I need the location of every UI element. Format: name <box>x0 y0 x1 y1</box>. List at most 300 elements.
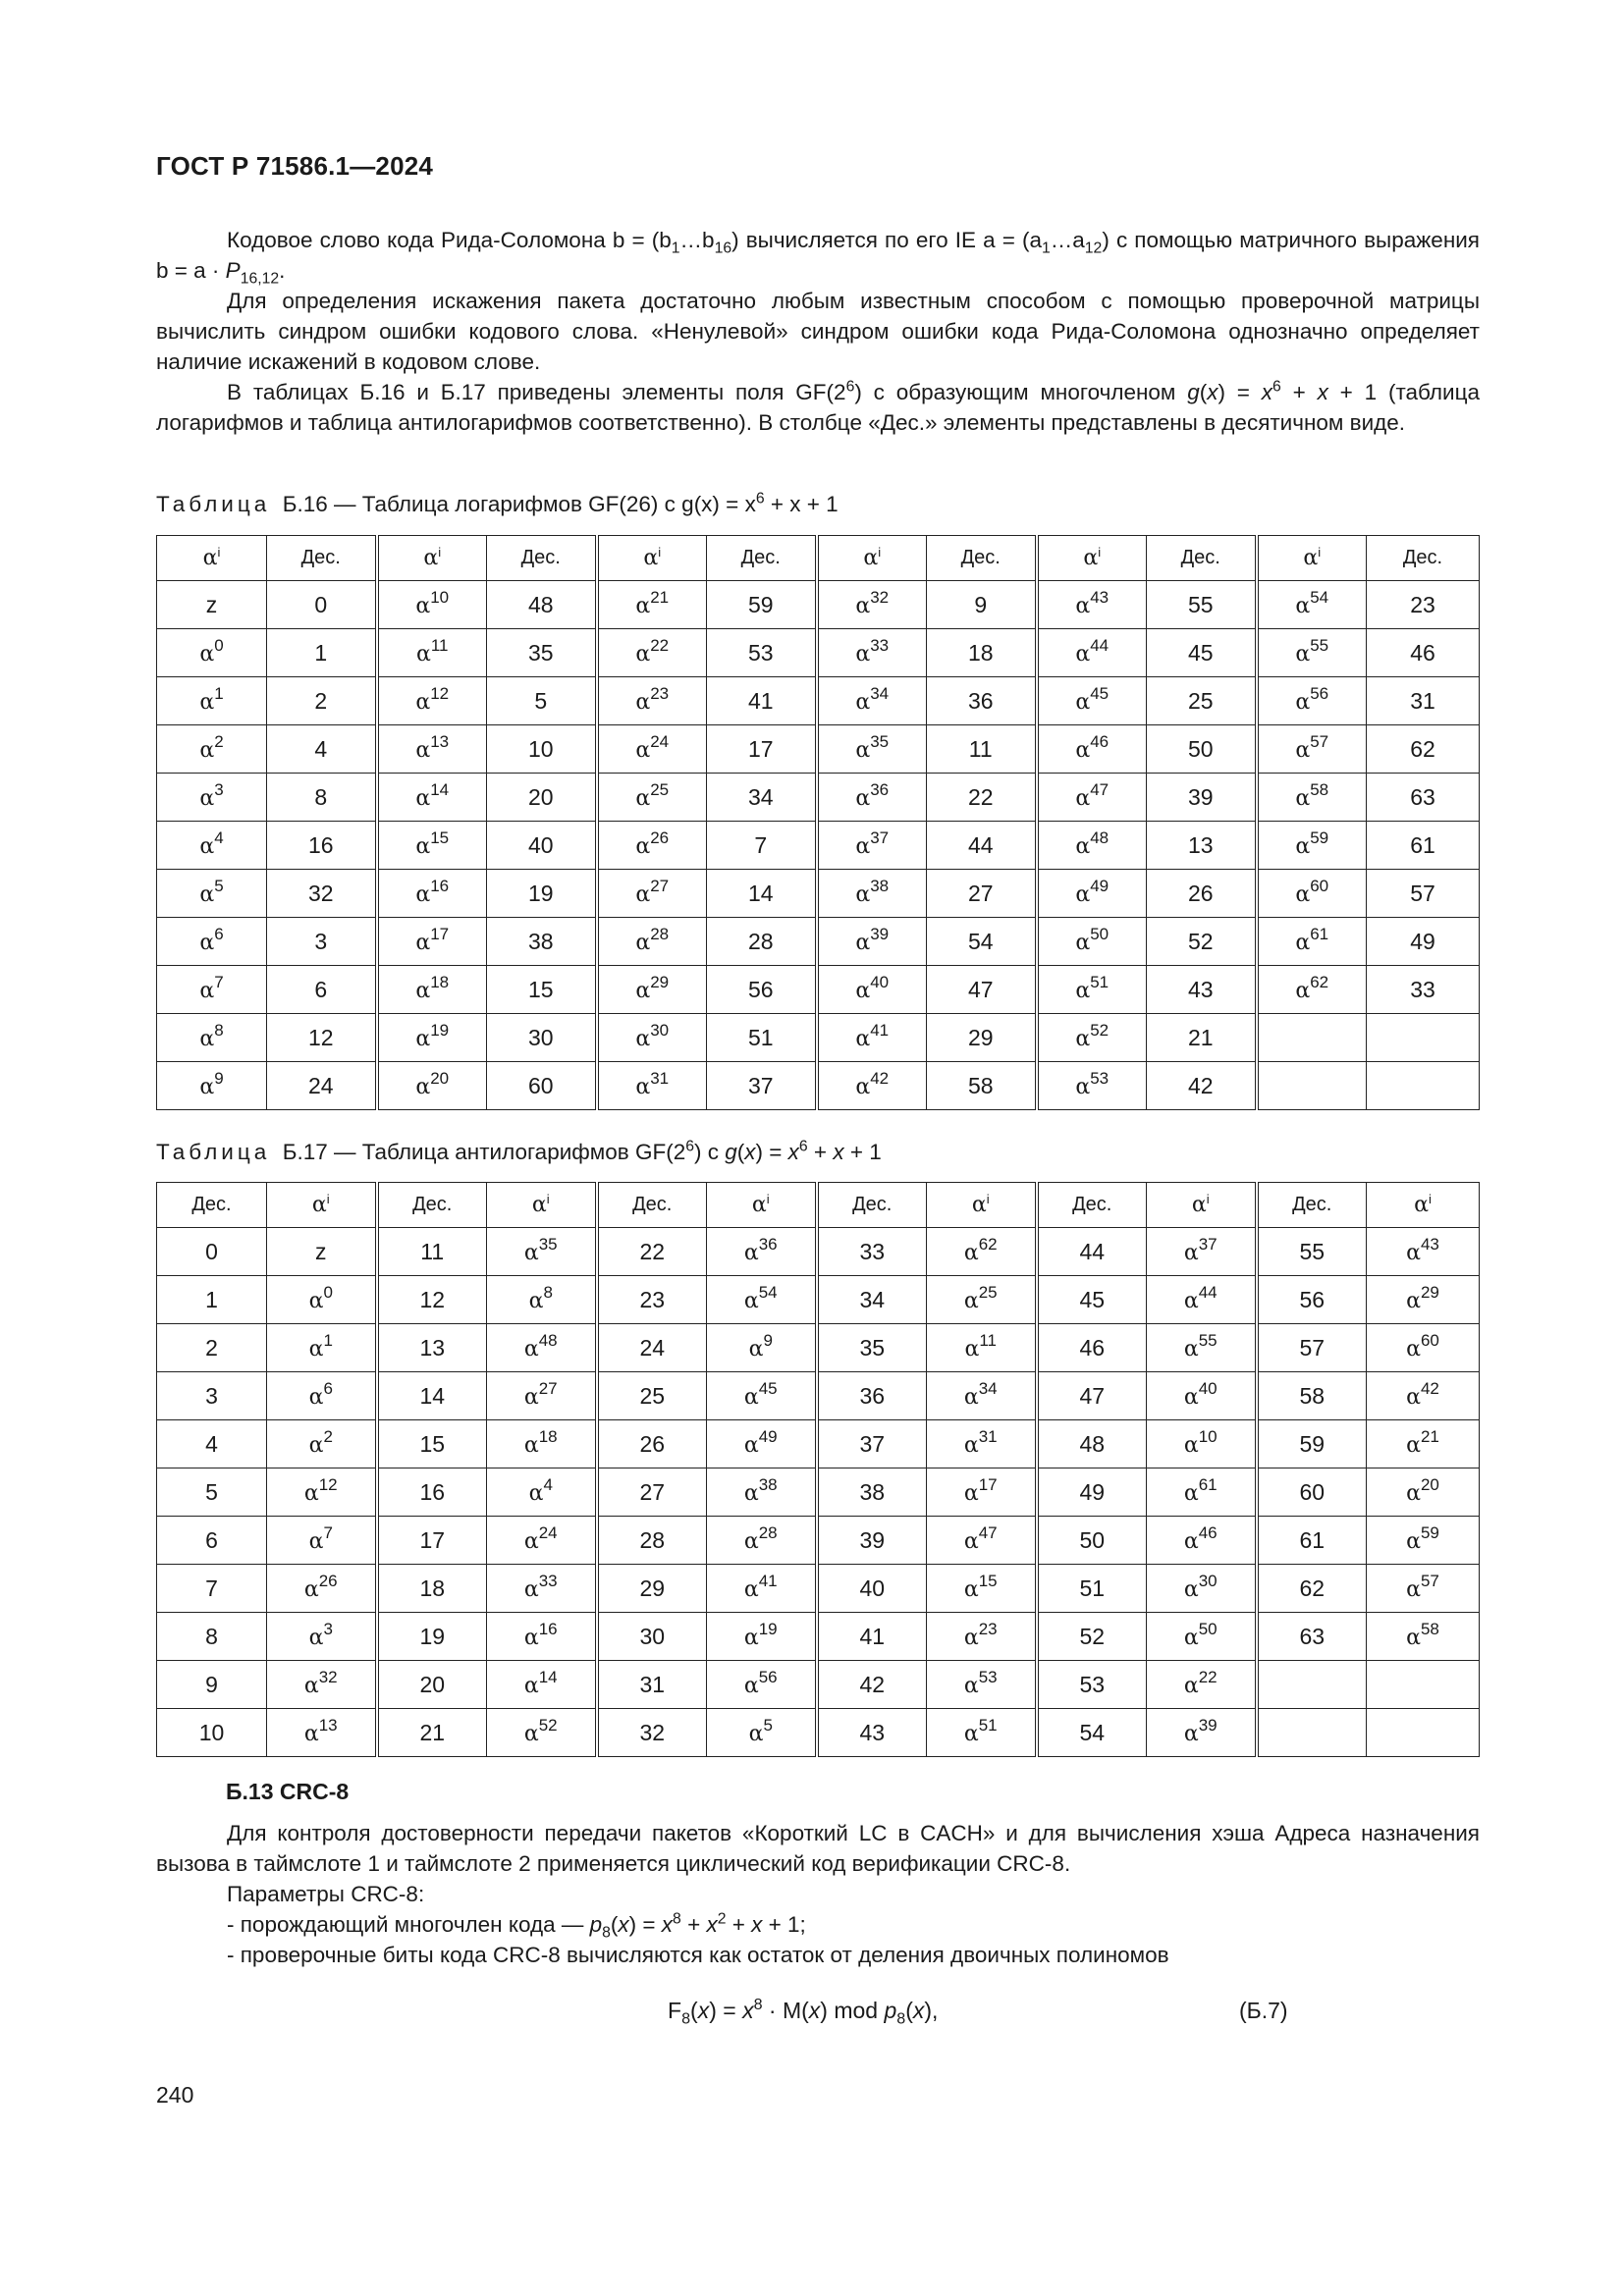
decimal-cell: 25 <box>597 1372 707 1420</box>
decimal-cell: 12 <box>377 1276 487 1324</box>
header-alpha <box>1147 1183 1257 1228</box>
alpha-cell <box>487 1661 597 1709</box>
alpha-cell <box>1257 918 1367 966</box>
header-alpha <box>1367 1183 1480 1228</box>
decimal-cell: 39 <box>817 1517 927 1565</box>
table-row <box>157 629 1480 677</box>
alpha-cell <box>377 966 487 1014</box>
decimal-cell: 33 <box>1367 966 1480 1014</box>
alpha-cell <box>597 581 707 629</box>
alpha-power: $\alpha^{41}$ <box>855 1020 890 1051</box>
header-dec: Дес. <box>817 1183 927 1228</box>
alpha-symbol: $\alpha^i$ <box>863 545 882 570</box>
alpha-cell <box>1147 1613 1257 1661</box>
alpha-cell <box>1257 1062 1367 1110</box>
alpha-power: $\alpha^{13}$ <box>303 1715 338 1746</box>
alpha-power: $\alpha^{20}$ <box>1406 1474 1439 1506</box>
decimal-cell: 48 <box>1037 1420 1147 1468</box>
decimal-cell: 22 <box>597 1228 707 1276</box>
alpha-power: $\alpha^0$ <box>308 1282 333 1313</box>
decimal-cell: 34 <box>817 1276 927 1324</box>
alpha-cell <box>487 1372 597 1420</box>
alpha-cell <box>377 822 487 870</box>
decimal-cell: 13 <box>1147 822 1257 870</box>
decimal-cell: 42 <box>1147 1062 1257 1110</box>
decimal-cell: 37 <box>817 1420 927 1468</box>
decimal-cell: 45 <box>1147 629 1257 677</box>
alpha-cell <box>1037 774 1147 822</box>
decimal-cell: 50 <box>1147 725 1257 774</box>
alpha-cell <box>707 1517 817 1565</box>
alpha-power: $\alpha^0$ <box>199 635 224 667</box>
alpha-cell <box>1257 822 1367 870</box>
decimal-cell: 1 <box>157 1276 267 1324</box>
alpha-power: $\alpha^2$ <box>308 1426 333 1458</box>
alpha-power: $\alpha^5$ <box>199 876 224 907</box>
decimal-cell: 53 <box>1037 1661 1147 1709</box>
alpha-power: $\alpha^{14}$ <box>415 779 450 811</box>
alpha-cell <box>157 870 267 918</box>
alpha-cell <box>597 918 707 966</box>
header-dec: Дес. <box>1147 536 1257 581</box>
alpha-cell <box>1367 1565 1480 1613</box>
alpha-cell <box>157 918 267 966</box>
decimal-cell: 14 <box>707 870 817 918</box>
alpha-power: $\alpha^{46}$ <box>1075 731 1110 763</box>
alpha-cell <box>1367 1276 1480 1324</box>
alpha-cell <box>927 1613 1037 1661</box>
decimal-cell: 28 <box>597 1517 707 1565</box>
decimal-cell: 16 <box>267 822 377 870</box>
alpha-cell <box>1147 1709 1257 1757</box>
alpha-power: $\alpha^3$ <box>199 779 224 811</box>
alpha-power: $\alpha^{55}$ <box>1183 1330 1218 1362</box>
alpha-cell <box>1147 1228 1257 1276</box>
alpha-cell <box>377 918 487 966</box>
alpha-cell <box>1037 1014 1147 1062</box>
alpha-cell <box>1257 725 1367 774</box>
alpha-power: $\alpha^{44}$ <box>1075 635 1110 667</box>
alpha-power: $\alpha^{10}$ <box>1183 1426 1218 1458</box>
alpha-cell <box>267 1613 377 1661</box>
decimal-cell: 36 <box>927 677 1037 725</box>
decimal-cell: 5 <box>157 1468 267 1517</box>
alpha-power: $\alpha^{33}$ <box>523 1571 558 1602</box>
alpha-cell <box>1257 677 1367 725</box>
alpha-cell <box>267 1372 377 1420</box>
intro-text <box>156 225 1480 438</box>
alpha-cell <box>1037 918 1147 966</box>
alpha-power: $\alpha^{18}$ <box>415 972 450 1003</box>
alpha-cell <box>817 822 927 870</box>
decimal-cell: 18 <box>377 1565 487 1613</box>
alpha-cell <box>377 774 487 822</box>
decimal-cell: 30 <box>597 1613 707 1661</box>
table-header-row <box>157 1183 1480 1228</box>
decimal-cell: 4 <box>157 1420 267 1468</box>
decimal-cell: 27 <box>597 1468 707 1517</box>
alpha-cell <box>817 918 927 966</box>
alpha-symbol: $\alpha^i$ <box>1191 1192 1210 1217</box>
alpha-cell <box>377 1014 487 1062</box>
alpha-cell <box>157 1014 267 1062</box>
decimal-cell: 11 <box>377 1228 487 1276</box>
alpha-power: $\alpha^{19}$ <box>415 1020 450 1051</box>
alpha-power: $\alpha^{12}$ <box>303 1474 338 1506</box>
alpha-power: $\alpha^{42}$ <box>1406 1378 1439 1410</box>
alpha-power: $\alpha^3$ <box>308 1619 333 1650</box>
decimal-cell: 51 <box>707 1014 817 1062</box>
alpha-cell <box>597 870 707 918</box>
alpha-cell <box>927 1565 1037 1613</box>
list-item-check-bits: - проверочные биты кода CRC-8 вычисляются как остаток от деления двоичных полиномов <box>227 1943 1169 1967</box>
alpha-cell <box>487 1613 597 1661</box>
decimal-cell: 42 <box>817 1661 927 1709</box>
alpha-power: $\alpha^{24}$ <box>523 1522 558 1554</box>
alpha-cell <box>1367 1372 1480 1420</box>
alpha-power: $\alpha^{44}$ <box>1183 1282 1218 1313</box>
alpha-cell <box>157 1062 267 1110</box>
decimal-cell: 19 <box>487 870 597 918</box>
decimal-cell: 57 <box>1367 870 1480 918</box>
alpha-power: $\alpha^{15}$ <box>963 1571 998 1602</box>
alpha-power: $\alpha^{51}$ <box>963 1715 998 1746</box>
alpha-cell <box>1257 870 1367 918</box>
alpha-power: $\alpha^{26}$ <box>303 1571 338 1602</box>
decimal-cell: 33 <box>817 1228 927 1276</box>
alpha-cell <box>1037 822 1147 870</box>
decimal-cell: 32 <box>267 870 377 918</box>
alpha-power: $\alpha^{54}$ <box>743 1282 778 1313</box>
decimal-cell: 0 <box>267 581 377 629</box>
alpha-cell <box>267 1565 377 1613</box>
alpha-cell <box>597 1014 707 1062</box>
alpha-power: $\alpha^{48}$ <box>1075 828 1110 859</box>
alpha-cell <box>927 1228 1037 1276</box>
alpha-power: $\alpha^{27}$ <box>635 876 670 907</box>
header-dec: Дес. <box>267 536 377 581</box>
alpha-cell <box>817 870 927 918</box>
decimal-cell: 44 <box>1037 1228 1147 1276</box>
decimal-cell: 8 <box>267 774 377 822</box>
alpha-cell <box>707 1661 817 1709</box>
equation-b7: $F_8(x) = x^8 \cdot M(x)$ mod $p_8(x)$, <box>668 1996 939 2028</box>
alpha-power: $\alpha^{43}$ <box>1406 1234 1439 1265</box>
decimal-cell: 52 <box>1037 1613 1147 1661</box>
decimal-cell: 15 <box>487 966 597 1014</box>
paragraph-crc8-params: Параметры CRC-8: <box>227 1882 425 1906</box>
alpha-power: $\alpha^{59}$ <box>1406 1522 1439 1554</box>
decimal-cell: 22 <box>927 774 1037 822</box>
alpha-cell <box>927 1420 1037 1468</box>
alpha-symbol: $\alpha^i$ <box>1414 1192 1432 1217</box>
alpha-power: $\alpha^{53}$ <box>1075 1068 1110 1099</box>
decimal-cell: 26 <box>1147 870 1257 918</box>
table-row <box>157 870 1480 918</box>
alpha-power: $\alpha^{22}$ <box>1183 1667 1218 1698</box>
decimal-cell: 23 <box>597 1276 707 1324</box>
decimal-cell: 48 <box>487 581 597 629</box>
alpha-cell <box>267 1517 377 1565</box>
paragraph-crc8-purpose: Для контроля достоверности передачи пакетов «Короткий LC в CACH» и для вычисления хэша Адреса назначения вызова в таймслоте 1 и таймслоте 2 применяется циклический код верификации CRC-8. <box>156 1821 1480 1876</box>
alpha-power: $\alpha^{22}$ <box>635 635 670 667</box>
alpha-symbol: $\alpha^i$ <box>531 1192 550 1217</box>
decimal-cell: 49 <box>1367 918 1480 966</box>
decimal-cell: 24 <box>267 1062 377 1110</box>
table-b17-antilogarithms <box>156 1182 1480 1757</box>
alpha-cell <box>157 677 267 725</box>
alpha-power: $\alpha^{58}$ <box>1406 1619 1439 1650</box>
alpha-power: $\alpha^{46}$ <box>1183 1522 1218 1554</box>
table-header-row <box>157 536 1480 581</box>
alpha-cell <box>377 725 487 774</box>
table-row <box>157 677 1480 725</box>
decimal-cell <box>1367 1062 1480 1110</box>
alpha-power: $\alpha^{21}$ <box>635 587 670 618</box>
alpha-cell <box>927 1468 1037 1517</box>
alpha-power: $\alpha^{57}$ <box>1295 731 1329 763</box>
alpha-power: $\alpha^{41}$ <box>743 1571 778 1602</box>
table-row <box>157 918 1480 966</box>
table-row <box>157 822 1480 870</box>
alpha-cell <box>597 822 707 870</box>
alpha-power: $\alpha^{24}$ <box>635 731 670 763</box>
alpha-power: $\alpha^{48}$ <box>523 1330 558 1362</box>
alpha-power: $\alpha^{25}$ <box>963 1282 998 1313</box>
decimal-cell: 45 <box>1037 1276 1147 1324</box>
alpha-power: $\alpha^{56}$ <box>743 1667 778 1698</box>
header-dec: Дес. <box>1367 536 1480 581</box>
alpha-cell <box>1257 581 1367 629</box>
table-b16-logarithms <box>156 535 1480 1110</box>
decimal-cell: 44 <box>927 822 1037 870</box>
decimal-cell <box>1257 1709 1367 1757</box>
decimal-cell: 35 <box>817 1324 927 1372</box>
document-code-header: ГОСТ Р 71586.1—2024 <box>156 151 434 181</box>
decimal-cell: 9 <box>927 581 1037 629</box>
alpha-cell <box>1367 1661 1480 1709</box>
alpha-power: $\alpha^9$ <box>748 1330 773 1362</box>
alpha-cell <box>707 1613 817 1661</box>
table-row <box>157 1324 1480 1372</box>
decimal-cell: 54 <box>927 918 1037 966</box>
alpha-symbol: $\alpha^i$ <box>1303 545 1322 570</box>
decimal-cell: 16 <box>377 1468 487 1517</box>
alpha-power: $\alpha^{30}$ <box>635 1020 670 1051</box>
decimal-cell: 20 <box>487 774 597 822</box>
alpha-cell <box>707 1228 817 1276</box>
decimal-cell: 55 <box>1257 1228 1367 1276</box>
alpha-cell <box>927 1709 1037 1757</box>
alpha-power: $\alpha^{31}$ <box>635 1068 670 1099</box>
table-row <box>157 1372 1480 1420</box>
decimal-cell <box>1367 1014 1480 1062</box>
decimal-cell: 12 <box>267 1014 377 1062</box>
alpha-cell <box>1037 677 1147 725</box>
alpha-cell <box>817 677 927 725</box>
decimal-cell: 49 <box>1037 1468 1147 1517</box>
alpha-cell <box>487 1709 597 1757</box>
alpha-power: $\alpha^{26}$ <box>635 828 670 859</box>
alpha-power: $\alpha^{38}$ <box>743 1474 778 1506</box>
table-row <box>157 581 1480 629</box>
decimal-cell: 5 <box>487 677 597 725</box>
alpha-cell <box>267 1468 377 1517</box>
alpha-cell <box>1367 1420 1480 1468</box>
alpha-power: $\alpha^{35}$ <box>523 1234 558 1265</box>
header-alpha <box>487 1183 597 1228</box>
decimal-cell: 38 <box>817 1468 927 1517</box>
decimal-cell: 11 <box>927 725 1037 774</box>
alpha-power: $\alpha^1$ <box>199 683 224 715</box>
alpha-cell <box>487 1228 597 1276</box>
alpha-cell <box>267 1324 377 1372</box>
table-row <box>157 966 1480 1014</box>
alpha-cell <box>597 725 707 774</box>
decimal-cell: 58 <box>927 1062 1037 1110</box>
decimal-cell: 43 <box>1147 966 1257 1014</box>
decimal-cell: 40 <box>487 822 597 870</box>
alpha-power: $\alpha^{15}$ <box>415 828 450 859</box>
alpha-cell <box>487 1468 597 1517</box>
decimal-cell: 60 <box>1257 1468 1367 1517</box>
alpha-power: $\alpha^{33}$ <box>855 635 890 667</box>
decimal-cell: 1 <box>267 629 377 677</box>
table-b17-caption: Таблица Б.17 — Таблица антилогарифмов $GF(2^6)$ с $g(x) = x^6 + x + 1$ <box>156 1138 882 1164</box>
decimal-cell: 31 <box>1367 677 1480 725</box>
alpha-cell <box>927 1517 1037 1565</box>
decimal-cell: 8 <box>157 1613 267 1661</box>
alpha-power: $\alpha^{61}$ <box>1183 1474 1218 1506</box>
alpha-symbol: $\alpha^i$ <box>311 1192 330 1217</box>
decimal-cell: 56 <box>1257 1276 1367 1324</box>
alpha-power: $\alpha^{53}$ <box>963 1667 998 1698</box>
alpha-power: $\alpha^{29}$ <box>1406 1282 1439 1313</box>
zero-element: z <box>205 591 218 617</box>
alpha-power: $\alpha^{12}$ <box>415 683 450 715</box>
alpha-power: $\alpha^{28}$ <box>635 924 670 955</box>
header-dec: Дес. <box>597 1183 707 1228</box>
alpha-power: $\alpha^{39}$ <box>1183 1715 1218 1746</box>
alpha-power: $\alpha^{32}$ <box>303 1667 338 1698</box>
table-row <box>157 1709 1480 1757</box>
alpha-cell <box>927 1324 1037 1372</box>
alpha-power: $\alpha^{57}$ <box>1406 1571 1439 1602</box>
alpha-power: $\alpha^{14}$ <box>523 1667 558 1698</box>
decimal-cell: 40 <box>817 1565 927 1613</box>
alpha-cell <box>1257 774 1367 822</box>
alpha-power: $\alpha^{19}$ <box>743 1619 778 1650</box>
alpha-power: $\alpha^{60}$ <box>1295 876 1329 907</box>
alpha-cell <box>157 629 267 677</box>
alpha-power: $\alpha^{54}$ <box>1295 587 1329 618</box>
decimal-cell: 28 <box>707 918 817 966</box>
alpha-symbol: $\alpha^i$ <box>643 545 662 570</box>
alpha-power: $\alpha^{23}$ <box>963 1619 998 1650</box>
decimal-cell: 6 <box>267 966 377 1014</box>
alpha-symbol: $\alpha^i$ <box>751 1192 770 1217</box>
table-row <box>157 1228 1480 1276</box>
alpha-power: $\alpha^5$ <box>748 1715 773 1746</box>
alpha-power: $\alpha^4$ <box>528 1474 553 1506</box>
alpha-cell <box>157 581 267 629</box>
alpha-power: $\alpha^{56}$ <box>1295 683 1329 715</box>
zero-element: z <box>315 1238 327 1264</box>
alpha-power: $\alpha^{34}$ <box>855 683 890 715</box>
decimal-cell: 26 <box>597 1420 707 1468</box>
alpha-cell <box>1037 725 1147 774</box>
decimal-cell: 41 <box>817 1613 927 1661</box>
alpha-symbol: $\alpha^i$ <box>423 545 442 570</box>
alpha-cell <box>817 629 927 677</box>
table-row <box>157 1014 1480 1062</box>
header-dec: Дес. <box>707 536 817 581</box>
alpha-cell <box>377 677 487 725</box>
alpha-cell <box>1037 1062 1147 1110</box>
decimal-cell: 38 <box>487 918 597 966</box>
header-dec: Дес. <box>377 1183 487 1228</box>
decimal-cell: 17 <box>377 1517 487 1565</box>
alpha-power: $\alpha^{18}$ <box>523 1426 558 1458</box>
alpha-power: $\alpha^{13}$ <box>415 731 450 763</box>
header-alpha <box>927 1183 1037 1228</box>
alpha-cell <box>157 725 267 774</box>
alpha-cell <box>817 1062 927 1110</box>
alpha-cell <box>1147 1661 1257 1709</box>
alpha-power: $\alpha^9$ <box>199 1068 224 1099</box>
alpha-power: $\alpha^{58}$ <box>1295 779 1329 811</box>
alpha-power: $\alpha^{16}$ <box>523 1619 558 1650</box>
decimal-cell: 35 <box>487 629 597 677</box>
paragraph-syndrome: Для определения искажения пакета достаточно любым известным способом с помощью проверочной матрицы вычислить синдром ошибки кодового слова. «Ненулевой» синдром ошибки кода Рида-Соломона однозначно определяет наличие искажений в кодовом слове. <box>156 289 1480 374</box>
decimal-cell: 46 <box>1367 629 1480 677</box>
alpha-power: $\alpha^{50}$ <box>1075 924 1110 955</box>
alpha-cell <box>487 1276 597 1324</box>
decimal-cell: 59 <box>1257 1420 1367 1468</box>
alpha-cell <box>927 1276 1037 1324</box>
decimal-cell: 63 <box>1367 774 1480 822</box>
alpha-power: $\alpha^{52}$ <box>523 1715 558 1746</box>
decimal-cell: 59 <box>707 581 817 629</box>
alpha-cell <box>1367 1517 1480 1565</box>
table-row <box>157 725 1480 774</box>
alpha-cell <box>707 1420 817 1468</box>
alpha-power: $\alpha^{51}$ <box>1075 972 1110 1003</box>
header-alpha <box>1257 536 1367 581</box>
decimal-cell: 34 <box>707 774 817 822</box>
alpha-cell <box>707 1276 817 1324</box>
alpha-cell <box>1367 1324 1480 1372</box>
alpha-cell <box>597 629 707 677</box>
alpha-cell <box>817 725 927 774</box>
alpha-cell <box>1037 966 1147 1014</box>
header-alpha <box>817 536 927 581</box>
header-alpha <box>267 1183 377 1228</box>
decimal-cell: 56 <box>707 966 817 1014</box>
alpha-power: $\alpha^{10}$ <box>415 587 450 618</box>
alpha-cell <box>157 822 267 870</box>
table-row <box>157 1062 1480 1110</box>
decimal-cell: 61 <box>1257 1517 1367 1565</box>
header-alpha <box>377 536 487 581</box>
alpha-cell <box>267 1276 377 1324</box>
alpha-cell <box>817 581 927 629</box>
alpha-power: $\alpha^{11}$ <box>415 635 449 667</box>
decimal-cell: 10 <box>157 1709 267 1757</box>
section-heading-crc8: Б.13 CRC-8 <box>226 1779 350 1804</box>
alpha-cell <box>1367 1613 1480 1661</box>
alpha-power: $\alpha^{23}$ <box>635 683 670 715</box>
